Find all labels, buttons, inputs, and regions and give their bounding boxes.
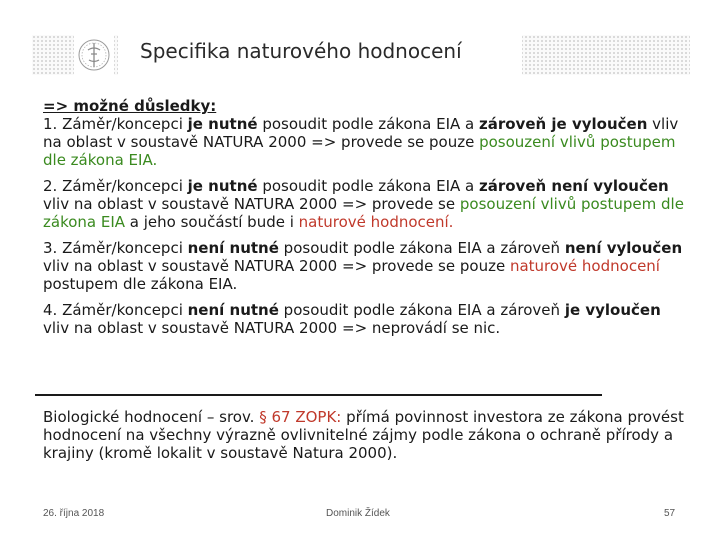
item-4-emph-b: není nutné — [187, 301, 279, 319]
item-3 — [43, 239, 688, 293]
item-3-text-a: 3. Záměr/koncepci — [43, 239, 188, 257]
item-3-text-c: posoudit podle zákona EIA a zároveň — [278, 239, 565, 257]
item-2-emph-d: zároveň není vyloučen — [479, 177, 669, 195]
item-2-red-h: naturové hodnocení. — [298, 213, 454, 231]
item-2-text-a: 2. Záměr/koncepci — [43, 177, 188, 195]
item-3-text-g: postupem dle zákona EIA. — [43, 275, 238, 293]
note-text-c: přímá povinnost investora ze zákona provést hodnocení na všechny výrazně ovlivnitelné zájmy podle zákona o ochraně přírody a krajiny (kromě lokalit v soustavě Natura 2000). — [43, 408, 684, 462]
slide-content — [43, 97, 688, 345]
item-1-text-a: 1. Záměr/koncepci — [43, 115, 188, 133]
item-4-emph-d: je vyloučen — [564, 301, 661, 319]
footer-date: 26. října 2018 — [43, 508, 105, 519]
item-1-green-f: posouzení vlivů postupem dle zákona EIA. — [43, 133, 676, 169]
lead-line: => možné důsledky: — [43, 97, 217, 115]
item-2-green-f: posouzení vlivů postupem dle zákona EIA — [43, 195, 684, 231]
item-2-text-g: a jeho součástí bude i — [125, 213, 299, 231]
note-text-a: Biologické hodnocení – srov. — [43, 408, 260, 426]
item-3-emph-d: není vyloučen — [564, 239, 683, 257]
item-2-emph-b: je nutné — [187, 177, 258, 195]
item-1 — [43, 115, 688, 169]
footer-page-number: 57 — [664, 508, 676, 519]
item-4-text-e: vliv na oblast v soustavě NATURA 2000 => neprovádí se nic. — [43, 319, 501, 337]
item-1-emph-b: je nutné — [187, 115, 258, 133]
item-4-text-c: posoudit podle zákona EIA a zároveň — [278, 301, 565, 319]
item-3-red-f: naturové hodnocení — [509, 257, 660, 275]
page-title: Specifika naturového hodnocení — [140, 39, 462, 63]
item-2-text-e: vliv na oblast v soustavě NATURA 2000 => provede se — [43, 195, 460, 213]
note-paragraph — [43, 408, 693, 462]
item-1-text-c: posoudit podle zákona EIA a — [257, 115, 479, 133]
item-4 — [43, 301, 688, 337]
item-2-text-c: posoudit podle zákona EIA a — [257, 177, 479, 195]
item-2 — [43, 177, 688, 231]
item-4-text-a: 4. Záměr/koncepci — [43, 301, 188, 319]
item-1-emph-d: zároveň je vyloučen — [479, 115, 648, 133]
footer-author: Dominik Žídek — [326, 508, 390, 519]
divider-line — [35, 394, 602, 396]
item-3-emph-b: není nutné — [187, 239, 279, 257]
item-1-text-e: vliv na oblast v soustavě NATURA 2000 => provede se pouze — [43, 115, 679, 151]
university-logo — [74, 30, 114, 80]
item-3-text-e: vliv na oblast v soustavě NATURA 2000 => provede se pouze — [43, 257, 510, 275]
note-law-reference: § 67 ZOPK: — [259, 408, 342, 426]
